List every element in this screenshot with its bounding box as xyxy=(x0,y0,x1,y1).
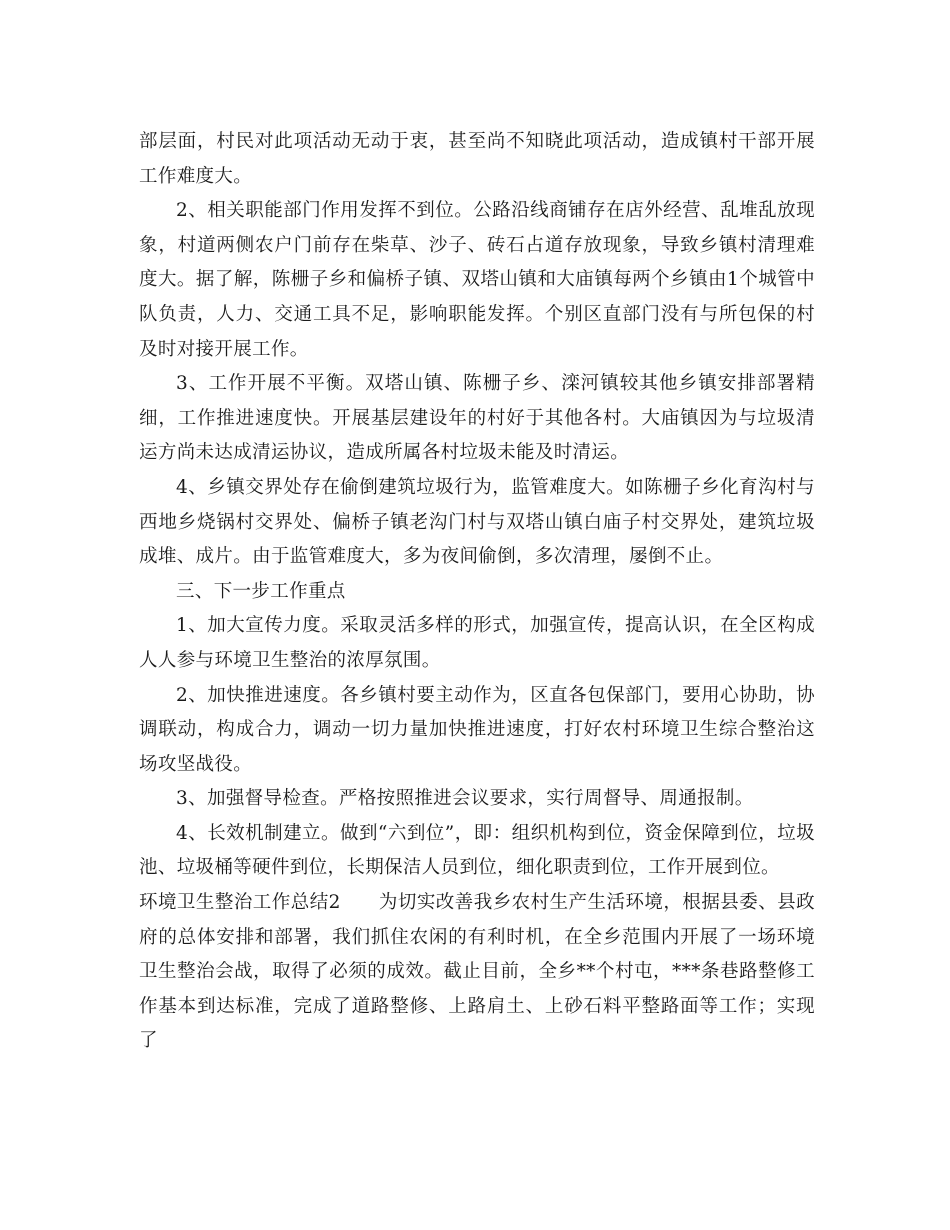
paragraph-summary-2 xyxy=(139,886,815,1059)
paragraph-issue-2: 2、相关职能部门作用发挥不到位。公路沿线商铺存在店外经营、乱堆乱放现象，村道两侧农户门前存在柴草、沙子、砖石占道存放现象，导致乡镇村清理难度大。据了解，陈栅子乡和偏桥子镇、双塔山镇和大庙镇每两个乡镇由1个城管中队负责，人力、交通工具不足，影响职能发挥。个别区直部门没有与所包保的村及时对接开展工作。 xyxy=(139,200,815,360)
paragraph-issue-4: 4、乡镇交界处存在偷倒建筑垃圾行为，监管难度大。如陈栅子乡化育沟村与西地乡烧锅村交界处、偏桥子镇老沟门村与双塔山镇白庙子村交界处，建筑垃圾成堆、成片。由于监管难度大，多为夜间偷倒，多次清理，屡倒不止。 xyxy=(139,476,815,568)
document-body xyxy=(139,125,815,1059)
paragraph-continued: 部层面，村民对此项活动无动于衷，甚至尚不知晓此项活动，造成镇村干部开展工作难度大。 xyxy=(139,131,815,187)
paragraph-issue-3: 3、工作开展不平衡。双塔山镇、陈栅子乡、滦河镇较其他乡镇安排部署精细，工作推进速度快。开展基层建设年的村好于其他各村。大庙镇因为与垃圾清运方尚未达成清运协议，造成所属各村垃圾未能及时清运。 xyxy=(139,373,815,464)
section-heading-next-steps: 三、下一步工作重点 xyxy=(176,580,346,602)
summary-2-text: 为切实改善我乡农村生产生活环境，根据县委、县政府的总体安排和部署，我们抓住农闲的有利时机，在全乡范围内开展了一场环境卫生整治会战，取得了必须的成效。截止目前，全乡**个村屯，***条巷路整修工作基本到达标准，完成了道路整修、上路肩土、上砂石料平整路面等工作；实现了 xyxy=(139,892,816,1052)
paragraph-step-2: 2、加快推进速度。各乡镇村要主动作为，区直各包保部门，要用心协助，协调联动，构成合力，调动一切力量加快推进速度，打好农村环境卫生综合整治这场攻坚战役。 xyxy=(139,684,815,775)
paragraph-step-1: 1、加大宣传力度。采取灵活多样的形式，加强宣传，提高认识，在全区构成人人参与环境卫生整治的浓厚氛围。 xyxy=(139,615,815,671)
paragraph-step-4: 4、长效机制建立。做到“六到位”，即：组织机构到位，资金保障到位，垃圾池、垃圾桶等硬件到位，长期保洁人员到位，细化职责到位，工作开展到位。 xyxy=(139,822,815,879)
summary-2-title: 环境卫生整治工作总结2 xyxy=(139,892,341,914)
paragraph-step-3: 3、加强督导检查。严格按照推进会议要求，实行周督导、周通报制。 xyxy=(176,788,754,810)
title-gap xyxy=(341,892,379,913)
